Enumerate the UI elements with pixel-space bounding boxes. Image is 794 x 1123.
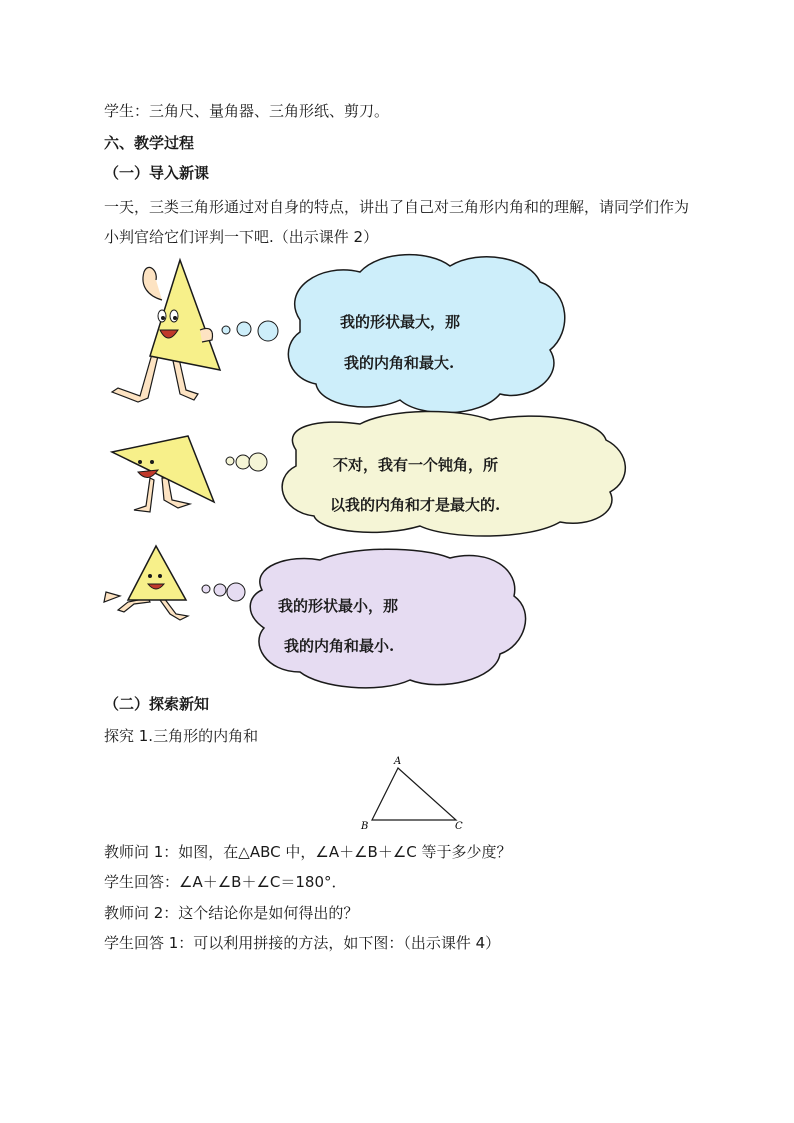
vertex-label-c: C [455, 821, 463, 832]
intro-paragraph-line2: 小判官给它们评判一下吧.（出示课件 2） [104, 228, 379, 246]
student-answer-1: 学生回答：∠A＋∠B＋∠C＝180°． [104, 873, 347, 891]
bubble3-line1: 我的形状最小，那 [278, 597, 399, 615]
student-answer-2: 学生回答 1：可以利用拼接的方法，如下图：（出示课件 4） [104, 934, 501, 952]
teacher-question-1: 教师问 1：如图，在△ABC 中，∠A＋∠B＋∠C 等于多少度？ [104, 843, 512, 861]
explore-line: 探究 1.三角形的内角和 [104, 727, 259, 745]
bubble2-line2: 以我的内角和才是最大的. [330, 496, 501, 514]
intro-paragraph-line1: 一天，三类三角形通过对自身的特点，讲出了自己对三角形内角和的理解，请同学们作为 [104, 198, 690, 216]
large-triangle-character [112, 260, 220, 402]
bubble1-line1: 我的形状最大，那 [340, 313, 461, 331]
section-heading-process: 六、教学过程 [104, 134, 195, 152]
section-heading-explore: （二）探索新知 [104, 695, 210, 713]
small-triangle-character [104, 546, 188, 620]
vertex-label-a: A [394, 756, 402, 767]
triangle-abc-figure [360, 756, 463, 832]
vertex-label-b: B [361, 821, 369, 832]
bubble1-line2: 我的内角和最大. [344, 354, 455, 372]
section-heading-intro: （一）导入新课 [104, 164, 210, 182]
bubble2-line1: 不对，我有一个钝角，所 [333, 456, 499, 474]
teacher-question-2: 教师问 2：这个结论你是如何得出的？ [104, 904, 359, 922]
obtuse-triangle-character [112, 436, 214, 512]
bubble3-line2: 我的内角和最小. [284, 637, 395, 655]
thought-bubble-3 [202, 549, 526, 688]
thought-bubble-1 [222, 255, 565, 413]
materials-line: 学生：三角尺、量角器、三角形纸、剪刀。 [104, 102, 390, 120]
